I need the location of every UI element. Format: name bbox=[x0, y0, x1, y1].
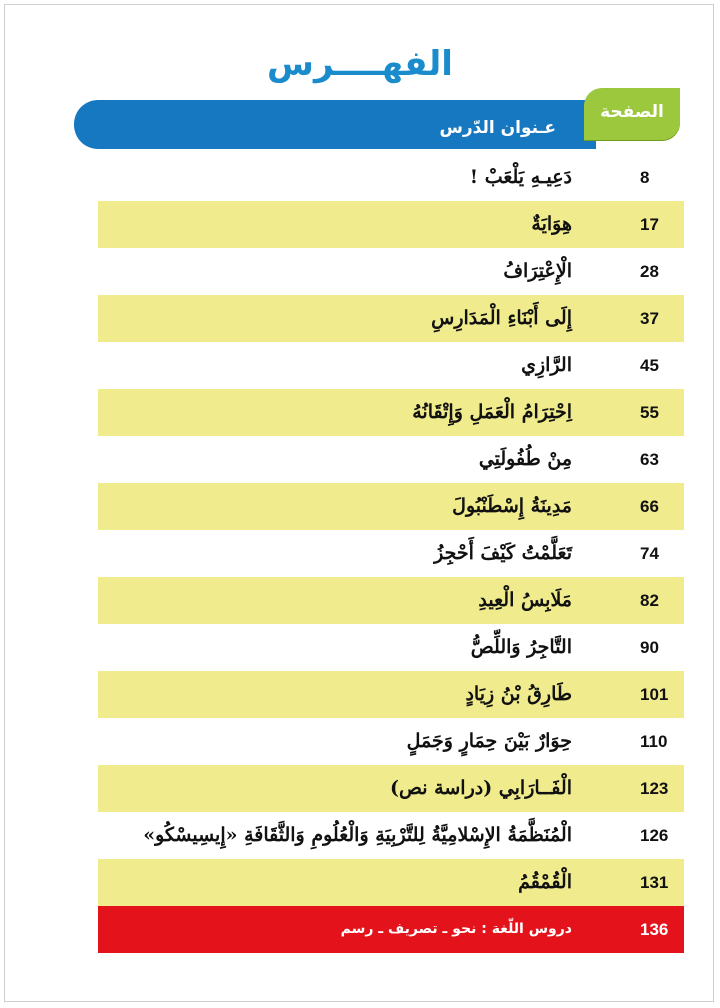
table-row[interactable] bbox=[98, 718, 684, 765]
lesson-title: إِلَى أَبْنَاءِ الْمَدَارِسِ bbox=[431, 307, 572, 329]
page-number: 131 bbox=[640, 873, 669, 892]
page-number: 82 bbox=[640, 591, 659, 610]
table-row[interactable] bbox=[98, 765, 684, 812]
page-number: 17 bbox=[640, 215, 659, 234]
page-number: 66 bbox=[640, 497, 659, 516]
lesson-title: مِنْ طُفُولَتِي bbox=[478, 448, 572, 470]
table-row[interactable] bbox=[98, 436, 684, 483]
table-of-contents bbox=[98, 154, 684, 953]
lesson-title: حِوَارٌ بَيْنَ حِمَارٍ وَجَمَلٍ bbox=[406, 730, 572, 752]
page-number: 45 bbox=[640, 356, 659, 375]
table-row[interactable] bbox=[98, 624, 684, 671]
table-row[interactable] bbox=[98, 671, 684, 718]
page-number: 90 bbox=[640, 638, 659, 657]
table-row[interactable] bbox=[98, 812, 684, 859]
table-row[interactable] bbox=[98, 201, 684, 248]
lesson-title: الْمُنَظَّمَةُ الإِسْلامِيَّةُ لِلتَّرْبِيَةِ وَالْعُلُومِ وَالثَّقَافَةِ «إِيسِيسْكُو» bbox=[143, 824, 572, 846]
page-column-header: الصفحة bbox=[600, 102, 664, 122]
page-number: 110 bbox=[640, 732, 668, 751]
lesson-title: دَعِيـهِ يَلْعَبْ ! bbox=[469, 166, 572, 188]
lesson-title: الْإِعْتِرَافُ bbox=[503, 260, 572, 282]
table-row[interactable] bbox=[98, 530, 684, 577]
lesson-title: مَدِينَةُ إِسْطَنْبُولَ bbox=[452, 495, 572, 517]
lesson-title: دروس اللّغة : نحو ـ تصريف ـ رسم bbox=[340, 921, 572, 937]
lesson-title: هِوَايَةٌ bbox=[531, 213, 572, 235]
table-row[interactable] bbox=[98, 577, 684, 624]
lesson-title: التَّاجِرُ وَاللِّصُّ bbox=[470, 636, 572, 658]
page-number: 55 bbox=[640, 403, 659, 422]
table-row[interactable] bbox=[98, 342, 684, 389]
table-header-bar bbox=[74, 100, 596, 149]
lesson-title: تَعَلَّمْتُ كَيْفَ أَحْجِزُ bbox=[434, 542, 572, 564]
page-number: 63 bbox=[640, 450, 659, 469]
lesson-title: الْقُمْقُمُ bbox=[518, 871, 572, 893]
table-row[interactable] bbox=[98, 295, 684, 342]
page-number: 136 bbox=[640, 920, 669, 939]
page-number: 28 bbox=[640, 262, 659, 281]
page-title: الفهــــرس bbox=[267, 44, 453, 84]
lesson-title: اِحْتِرَامُ الْعَمَلِ وَإِتْقَانُهُ bbox=[412, 401, 572, 423]
lesson-title-column-header: عـنوان الدّرس bbox=[439, 118, 556, 138]
page-number: 123 bbox=[640, 779, 669, 798]
table-row[interactable] bbox=[98, 906, 684, 953]
page-number: 126 bbox=[640, 826, 669, 845]
page-number: 74 bbox=[640, 544, 659, 563]
lesson-title: طَارِقُ بْنُ زِيَادٍ bbox=[465, 683, 572, 705]
table-row[interactable] bbox=[98, 859, 684, 906]
lesson-title: الْفَــارَابِي (دراسة نص) bbox=[390, 777, 572, 799]
table-row[interactable] bbox=[98, 389, 684, 436]
page-number: 8 bbox=[640, 168, 650, 187]
table-row[interactable] bbox=[98, 154, 684, 201]
lesson-title: مَلَابِسُ الْعِيدِ bbox=[478, 589, 572, 611]
table-row[interactable] bbox=[98, 483, 684, 530]
page-number: 101 bbox=[640, 685, 669, 704]
page-number: 37 bbox=[640, 309, 659, 328]
lesson-title: الرَّازِي bbox=[521, 354, 572, 376]
page-column-header-tab bbox=[584, 88, 680, 140]
table-row[interactable] bbox=[98, 248, 684, 295]
